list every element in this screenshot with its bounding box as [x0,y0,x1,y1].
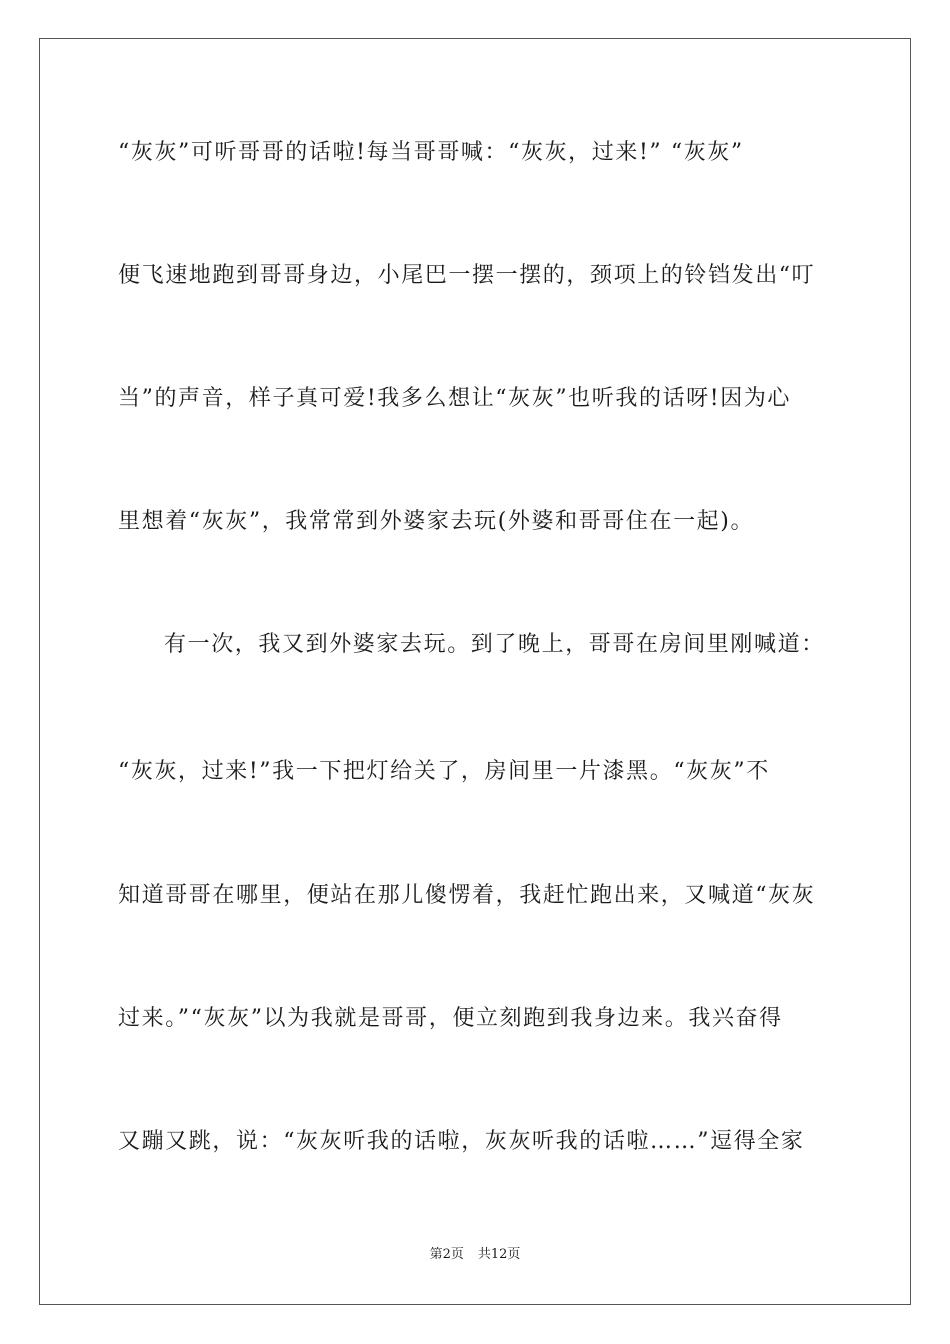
page-number: 第2页 [429,1247,464,1262]
page-border [39,38,911,1305]
paragraph-line: “灰灰”可听哥哥的话啦!每当哥哥喊：“灰灰，过来!” “灰灰” [118,140,744,165]
paragraph-line: 便飞速地跑到哥哥身边，小尾巴一摆一摆的，颈项上的铃铛发出“叮 [118,263,816,288]
paragraph-line: 又蹦又跳，说：“灰灰听我的话啦，灰灰听我的话啦……”逗得全家 [118,1129,805,1154]
page-footer [0,1246,950,1264]
paragraph-line: 过来。”“灰灰”以为我就是哥哥，便立刻跑到我身边来。我兴奋得 [118,1006,783,1031]
paragraph-line: “灰灰，过来!”我一下把灯给关了，房间里一片漆黑。“灰灰”不 [118,759,770,784]
paragraph-line: 当”的声音，样子真可爱!我多么想让“灰灰”也听我的话呀!因为心 [118,386,792,411]
paragraph-line: 里想着“灰灰”，我常常到外婆家去玩(外婆和哥哥住在一起)。 [118,509,755,534]
page-total: 共12页 [477,1247,521,1262]
paragraph-line: 知道哥哥在哪里，便站在那儿傻愣着，我赶忙跑出来，又喊道“灰灰 [118,883,816,908]
paragraph-line: 有一次，我又到外婆家去玩。到了晚上，哥哥在房间里刚喊道： [164,632,825,657]
